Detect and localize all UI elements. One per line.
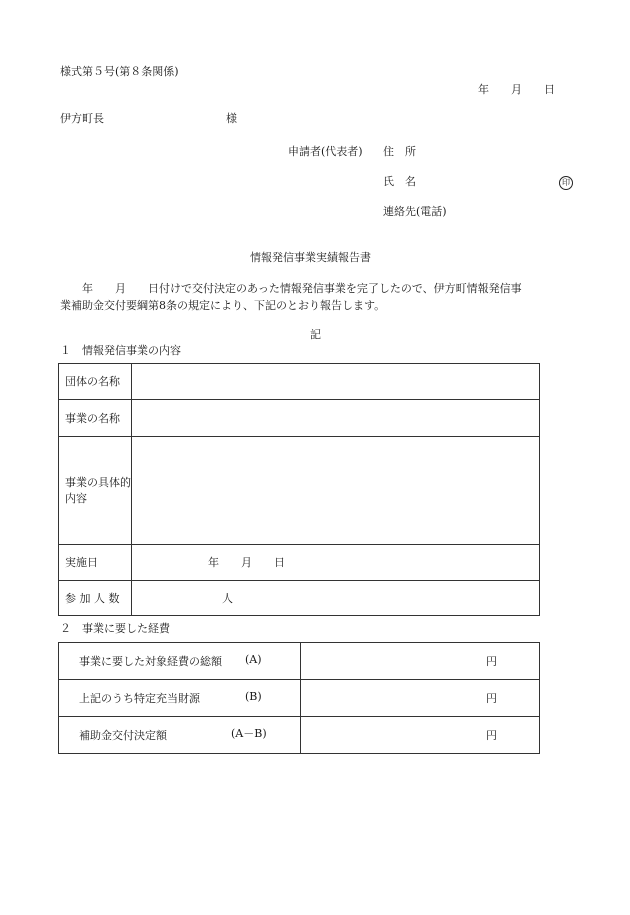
seal-mark: 印 — [559, 176, 573, 190]
row-label — [59, 680, 301, 717]
row-label — [59, 717, 301, 754]
row-value — [132, 364, 540, 400]
expense-table — [58, 642, 540, 754]
applicant-role-label: 申請者(代表者) — [288, 145, 363, 158]
row-label-text: 事業に要した対象経費の総額 — [79, 654, 222, 668]
body-line-1: 年 月 日付けで交付決定のあった情報発信事業を完了したので、伊方町情報発信事 — [60, 282, 522, 295]
row-label — [59, 643, 301, 680]
table-row — [59, 545, 540, 581]
row-value: 円 — [301, 680, 540, 717]
row-label-text: 補助金交付決定額 — [79, 728, 167, 742]
addressee-mayor: 伊方町長 — [60, 112, 104, 125]
row-value — [132, 437, 540, 545]
row-label: 参 加 人 数 — [59, 581, 132, 616]
table-row — [59, 717, 540, 754]
body-line-2: 業補助金交付要綱第8条の規定により、下記のとおり報告します。 — [60, 299, 386, 312]
section-1-heading: １ 情報発信事業の内容 — [60, 344, 181, 357]
name-label: 氏 名 — [383, 175, 416, 188]
row-label-text: 上記のうち特定充当財源 — [79, 691, 200, 705]
table-row — [59, 581, 540, 616]
row-label: 団体の名称 — [59, 364, 132, 400]
date-line: 年 月 日 — [478, 83, 555, 96]
row-label: 実施日 — [59, 545, 132, 581]
table-row — [59, 364, 540, 400]
row-label: 事業の名称 — [59, 400, 132, 437]
section-2-heading: ２ 事業に要した経費 — [60, 622, 170, 635]
table-row — [59, 437, 540, 545]
row-label: 事業の具体的内容 — [59, 437, 132, 545]
row-tag: (A) — [245, 653, 262, 666]
table-row — [59, 400, 540, 437]
address-label: 住 所 — [383, 145, 416, 158]
table-row — [59, 643, 540, 680]
contact-label: 連絡先(電話) — [383, 205, 447, 218]
ki-mark: 記 — [310, 328, 321, 341]
table-row — [59, 680, 540, 717]
form-number: 様式第５号(第８条関係) — [60, 65, 179, 78]
row-value: 年 月 日 — [132, 545, 540, 581]
document-title: 情報発信事業実績報告書 — [250, 251, 371, 264]
row-tag: (B) — [245, 690, 262, 703]
row-value: 円 — [301, 643, 540, 680]
addressee-honorific: 様 — [226, 112, 237, 125]
row-value — [132, 400, 540, 437]
content-table — [58, 363, 540, 616]
row-value: 人 — [132, 581, 540, 616]
row-value: 円 — [301, 717, 540, 754]
row-tag: (A－B) — [231, 727, 267, 740]
